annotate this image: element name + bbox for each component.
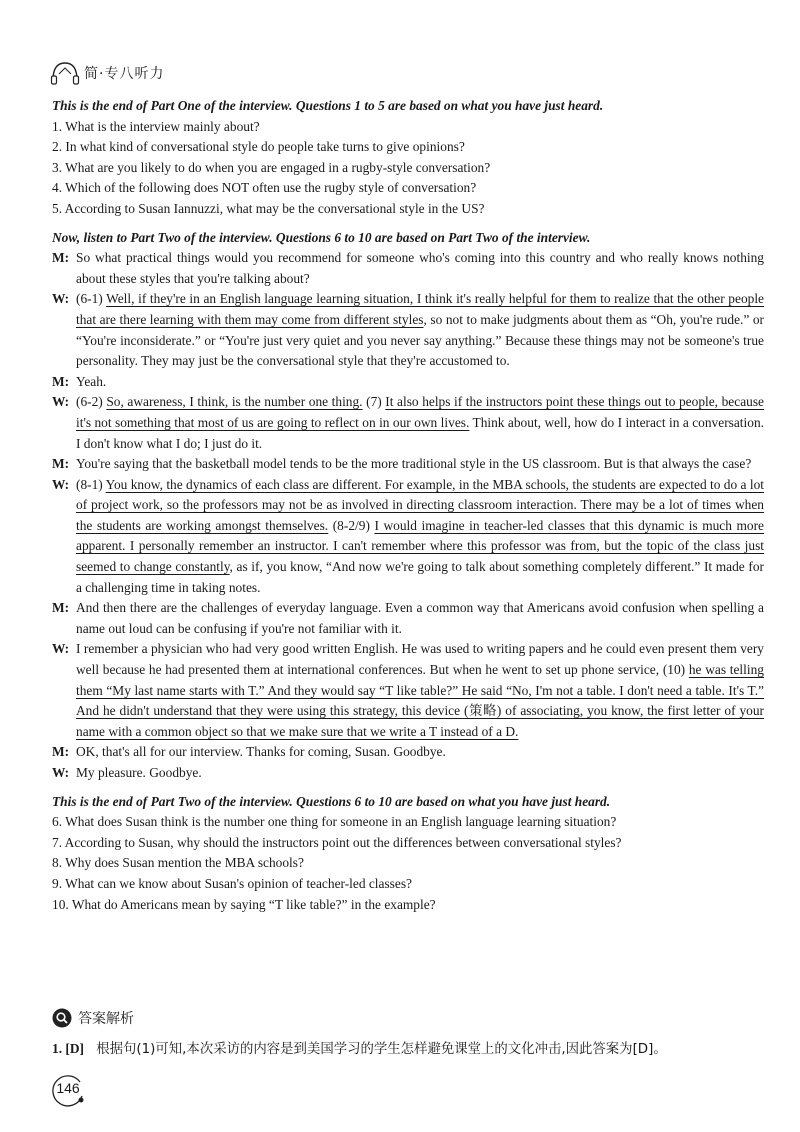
interview-dialogue — [52, 248, 764, 783]
page-number: 146 — [56, 1080, 80, 1096]
dialogue-text — [76, 248, 764, 289]
underlined-key-sentence: So, awareness, I think, is the number one thing. — [106, 394, 363, 410]
dialogue-text — [76, 763, 764, 784]
question-item: 2. In what kind of conversational style do people take turns to give opinions? — [52, 139, 465, 155]
dialogue-turn — [52, 289, 764, 371]
dialogue-segment: Yeah. — [76, 373, 107, 389]
main-content — [52, 96, 764, 915]
speaker-label: W: — [52, 765, 70, 780]
answer-label: 1. [D] — [52, 1041, 84, 1056]
dialogue-segment: (6-1) — [76, 291, 107, 307]
question-item: 8. Why does Susan mention the MBA schools? — [52, 855, 304, 871]
dialogue-segment: My pleasure. Goodbye. — [76, 765, 202, 780]
dialogue-segment: You're saying that the basketball model tends to be the more traditional style in the US classroom. But is that always the case? — [76, 456, 752, 472]
analysis-section-header — [52, 1008, 134, 1028]
speaker-label: M: — [52, 250, 70, 266]
part2-end-heading: This is the end of Part Two of the interview. Questions 6 to 10 are based on what you have just heard. — [52, 793, 611, 809]
dialogue-turn — [52, 763, 764, 784]
question-item: 10. What do Americans mean by saying “T like table?” in the example? — [52, 896, 436, 912]
dialogue-turn — [52, 454, 764, 475]
dialogue-text — [76, 289, 764, 371]
question-item: 6. What does Susan think is the number one thing for someone in an English language learning situation? — [52, 814, 617, 830]
speaker-label: W: — [52, 641, 70, 657]
question-item: 3. What are you likely to do when you are engaged in a rugby-style conversation? — [52, 159, 491, 175]
part2-question-list — [52, 812, 764, 915]
dialogue-segment: (8-2/9) — [328, 517, 375, 533]
answer-text: 根据句(1)可知,本次采访的内容是到美国学习的学生怎样避免课堂上的文化冲击,因此答案为[D]。 — [96, 1042, 667, 1057]
underlined-key-sentence: he was telling them “My last name starts with T.” And they would say “T like table?” He said “No, I'm not a table. I don't need a table. It's T.” And he didn't understand that they were using this strategy, this device (策略) of associating, you know, the first letter of your name with a common object so that we make sure that we write a T instead of a D. — [76, 662, 764, 739]
dialogue-segment: , so not to make judgments about them as “Oh, you're rude.” or “You're inconsiderate.” or “You're just very quiet and you never say anything.” Because these things may not be someone's true personality. They may just be the conversational style that they're accustomed to. — [76, 311, 765, 369]
headphones-logo-icon — [50, 60, 80, 86]
dialogue-segment: , as if, you know, “And now we're going to talk about something completely different.” It made for a challenging time in taking notes. — [76, 559, 764, 595]
dialogue-segment: (6-2) — [76, 394, 107, 410]
dialogue-segment: (7) — [362, 394, 386, 410]
dialogue-text — [76, 639, 764, 742]
dialogue-turn — [52, 475, 764, 599]
question-item: 1. What is the interview mainly about? — [52, 118, 260, 134]
speaker-label: M: — [52, 373, 70, 389]
underlined-key-sentence: You know, the dynamics of each class are different. For example, in the MBA schools, the students are expected to do a lot of project work, so the professors may not be as involved in directing classroom interaction. There may be a lot of times when the students are working amongst themselves. — [76, 476, 764, 533]
dialogue-text — [76, 372, 764, 393]
speaker-label: W: — [52, 476, 70, 492]
dialogue-text — [76, 454, 764, 475]
dialogue-segment: Think about, well, how do I interact in a conversation. I don't know what I do; I just do it. — [76, 414, 764, 451]
question-item: 5. According to Susan Iannuzzi, what may be the conversational style in the US? — [52, 200, 485, 216]
dialogue-text — [76, 598, 764, 639]
dialogue-text — [76, 392, 764, 454]
speaker-label: W: — [52, 394, 70, 410]
dialogue-segment: I remember a physician who had very good written English. He was used to writing papers and he could even present them very well because he had presented them at international conferences. But when he went to set up phone service, (10) — [76, 641, 764, 678]
dialogue-segment: So what practical things would you recommend for someone who's coming into this country and who really knows nothing about these styles that you're talking about? — [76, 250, 764, 286]
dialogue-turn — [52, 742, 764, 763]
question-item: 9. What can we know about Susan's opinion of teacher-led classes? — [52, 875, 412, 891]
dialogue-turn — [52, 598, 764, 639]
speaker-label: M: — [52, 456, 70, 472]
speaker-label: M: — [52, 744, 70, 760]
dialogue-text — [76, 742, 764, 763]
answer-explanation — [52, 1038, 764, 1057]
dialogue-segment: And then there are the challenges of everyday language. Even a common way that Americans avoid confusion when spelling a name out loud can be confusing if you're not familiar with it. — [76, 600, 764, 636]
dialogue-turn — [52, 392, 764, 454]
dialogue-segment: (8-1) — [76, 476, 106, 492]
underlined-key-sentence: Well, if they're in an English language learning situation, I think it's really helpful for them to realize that the other people that are there learning with them may come from different styles — [76, 291, 765, 327]
analysis-title: 答案解析 — [78, 1011, 134, 1027]
dialogue-text — [76, 475, 764, 599]
dialogue-turn — [52, 372, 764, 393]
header-title: 简·专八听力 — [84, 66, 165, 82]
page-header — [50, 60, 164, 86]
underlined-key-sentence: I would imagine in teacher-led classes that this dynamic is much more apparent. I personally remember an instructor. I can't remember where this professor was from, but the topic of the class just seemed to change constantly — [76, 517, 765, 575]
question-item: 7. According to Susan, why should the instructors point out the differences between conversational styles? — [52, 834, 622, 850]
dialogue-turn — [52, 248, 764, 289]
speaker-label: M: — [52, 600, 70, 616]
magnifier-badge-icon — [52, 1008, 72, 1028]
dialogue-turn — [52, 639, 764, 742]
page-number-badge — [50, 1072, 86, 1108]
part1-end-heading: This is the end of Part One of the interview. Questions 1 to 5 are based on what you have just heard. — [52, 98, 604, 113]
underlined-key-sentence: It also helps if the instructors point these things out to people, because it's not something that most of us are going to reflect on in our own lives. — [76, 394, 764, 430]
speaker-label: W: — [52, 291, 70, 307]
dialogue-segment: OK, that's all for our interview. Thanks for coming, Susan. Goodbye. — [76, 744, 446, 760]
question-item: 4. Which of the following does NOT often use the rugby style of conversation? — [52, 180, 477, 196]
part1-question-list — [52, 117, 764, 220]
part2-start-heading: Now, listen to Part Two of the interview. Questions 6 to 10 are based on Part Two of the interview. — [52, 229, 591, 245]
